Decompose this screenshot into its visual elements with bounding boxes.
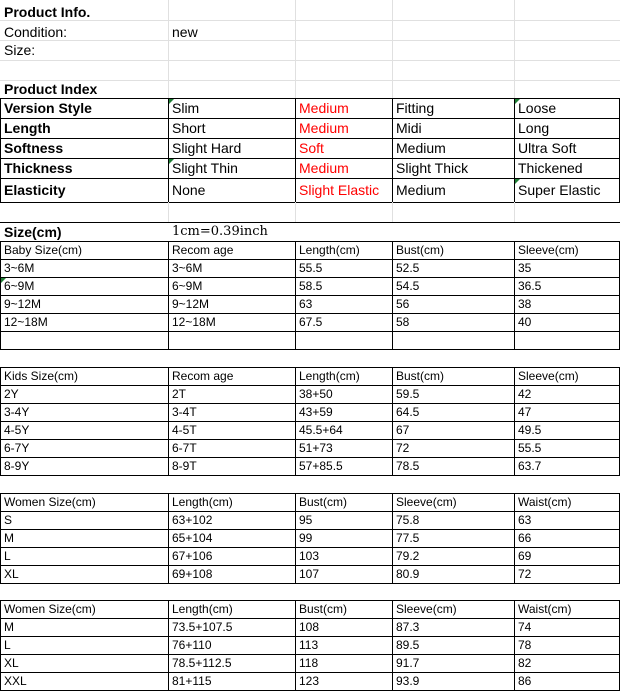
grid-line — [392, 367, 393, 475]
index-label-version-style: Version Style — [4, 100, 92, 116]
index-option: Slight Thick — [396, 160, 469, 176]
table-cell: 58 — [396, 315, 410, 329]
grid-line — [0, 654, 620, 655]
table-cell: 63+102 — [172, 513, 213, 527]
sheet-gridline — [0, 20, 620, 21]
table-cell: 3-4T — [172, 405, 197, 419]
grid-line — [0, 367, 620, 368]
grid-line — [0, 511, 620, 512]
table-cell: 57+85.5 — [299, 459, 343, 473]
table-cell: 80.9 — [396, 567, 420, 581]
table-cell: 77.5 — [396, 531, 420, 545]
table-cell: 54.5 — [396, 279, 420, 293]
unit-conversion: 1cm=0.39inch — [172, 224, 268, 239]
grid-line — [295, 98, 296, 202]
grid-line — [0, 475, 620, 476]
table-cell: 38 — [518, 297, 532, 311]
grid-line — [514, 367, 515, 475]
table-cell: XL — [4, 656, 19, 670]
index-option: Fitting — [396, 100, 435, 116]
grid-line — [0, 636, 620, 637]
table-cell: XL — [4, 567, 19, 581]
index-option: Soft — [299, 140, 324, 156]
grid-line — [0, 277, 620, 278]
grid-line — [0, 565, 620, 566]
table-header: Waist(cm) — [518, 602, 572, 616]
table-cell: 6~9M — [172, 279, 203, 293]
table-cell: 3-4Y — [4, 405, 30, 419]
table-cell: 4-5T — [172, 423, 197, 437]
table-header: Recom age — [172, 243, 234, 257]
grid-line — [0, 600, 620, 601]
grid-line — [0, 98, 1, 202]
sheet-gridline — [168, 0, 169, 98]
cell-comment-marker — [515, 179, 520, 184]
table-cell: 78 — [518, 638, 532, 652]
table-cell: 69 — [518, 549, 532, 563]
index-option: None — [172, 182, 206, 198]
grid-line — [168, 493, 169, 583]
index-option: Slight Hard — [172, 140, 242, 156]
table-cell: 66 — [518, 531, 532, 545]
grid-line — [0, 421, 620, 422]
table-cell: 47 — [518, 405, 532, 419]
table-cell: 6-7T — [172, 441, 197, 455]
table-header: Length(cm) — [172, 602, 233, 616]
table-cell: 99 — [299, 531, 313, 545]
grid-line — [0, 367, 1, 475]
table-cell: 76+110 — [172, 638, 212, 652]
table-cell: XXL — [4, 674, 27, 688]
table-cell: 81+115 — [172, 674, 212, 688]
table-header: Length(cm) — [299, 243, 360, 257]
grid-line — [514, 98, 515, 202]
table-cell: 93.9 — [396, 674, 420, 688]
table-cell: 6-7Y — [4, 441, 30, 455]
table-cell: 123 — [299, 674, 320, 688]
table-cell: 69+108 — [172, 567, 213, 581]
table-header: Kids Size(cm) — [4, 369, 79, 383]
table-cell: S — [4, 513, 13, 527]
table-cell: 87.3 — [396, 620, 420, 634]
table-cell: 38+50 — [299, 387, 333, 401]
table-cell: 2Y — [4, 387, 19, 401]
table-cell: 63 — [518, 513, 532, 527]
grid-line — [392, 98, 393, 202]
table-cell: 56 — [396, 297, 410, 311]
table-cell: 113 — [299, 638, 319, 652]
table-header: Length(cm) — [299, 369, 360, 383]
index-option: Ultra Soft — [518, 140, 577, 156]
grid-line — [0, 672, 620, 673]
index-option: Short — [172, 120, 206, 136]
index-option: Medium — [396, 140, 446, 156]
grid-line — [0, 385, 620, 386]
table-cell: 43+59 — [299, 405, 333, 419]
table-cell: 78.5 — [396, 459, 420, 473]
grid-line — [0, 202, 620, 203]
table-header: Bust(cm) — [299, 495, 347, 509]
product-info-title: Product Info. — [4, 4, 91, 20]
sheet-gridline — [514, 202, 515, 222]
sheet-gridline — [0, 40, 620, 41]
index-option: Medium — [396, 182, 446, 198]
grid-line — [392, 600, 393, 690]
index-label-thickness: Thickness — [4, 160, 73, 176]
table-cell: 78.5+112.5 — [172, 656, 232, 670]
index-option: Thickened — [518, 160, 583, 176]
table-cell: 67.5 — [299, 315, 323, 329]
grid-line — [0, 547, 620, 548]
grid-line — [0, 618, 620, 619]
grid-line — [0, 493, 1, 583]
size-label: Size: — [4, 42, 36, 58]
table-cell: 52.5 — [396, 261, 420, 275]
table-header: Waist(cm) — [518, 495, 572, 509]
index-option: Long — [518, 120, 550, 136]
cell-comment-marker — [169, 99, 174, 104]
table-cell: 107 — [299, 567, 320, 581]
condition-value: new — [172, 24, 198, 40]
table-header: Sleeve(cm) — [396, 495, 457, 509]
table-cell: 65+104 — [172, 531, 213, 545]
table-cell: L — [4, 638, 11, 652]
table-cell: 51+73 — [299, 441, 333, 455]
index-option: Slim — [172, 100, 200, 116]
grid-line — [0, 222, 620, 223]
index-label-length: Length — [4, 120, 51, 136]
table-cell: 64.5 — [396, 405, 420, 419]
grid-line — [0, 583, 620, 584]
table-cell: 67+106 — [172, 549, 213, 563]
grid-line — [0, 529, 620, 530]
table-cell: 6~9M — [4, 279, 35, 293]
table-cell: 74 — [518, 620, 532, 634]
sheet-gridline — [295, 202, 296, 222]
grid-line — [514, 600, 515, 690]
grid-line — [0, 158, 620, 159]
table-cell: 75.8 — [396, 513, 420, 527]
index-option: Midi — [396, 120, 422, 136]
grid-line — [0, 403, 620, 404]
table-cell: 108 — [299, 620, 320, 634]
grid-line — [392, 241, 393, 349]
grid-line — [295, 493, 296, 583]
condition-label: Condition: — [4, 24, 68, 40]
table-header: Bust(cm) — [299, 602, 347, 616]
table-cell: 9~12M — [4, 297, 42, 311]
grid-line — [168, 98, 169, 202]
index-option: Slight Elastic — [299, 182, 380, 198]
cell-comment-marker — [1, 278, 6, 283]
table-header: Sleeve(cm) — [396, 602, 457, 616]
sheet-gridline — [514, 0, 515, 98]
grid-line — [295, 367, 296, 475]
table-cell: 72 — [518, 567, 532, 581]
table-cell: 3~6M — [172, 261, 203, 275]
index-option: Medium — [299, 120, 349, 136]
table-header: Baby Size(cm) — [4, 243, 83, 257]
table-cell: 3~6M — [4, 261, 35, 275]
table-cell: 86 — [518, 674, 532, 688]
table-cell: 55.5 — [518, 441, 542, 455]
sheet-gridline — [0, 80, 620, 81]
table-cell: 79.2 — [396, 549, 420, 563]
table-cell: 58.5 — [299, 279, 323, 293]
grid-line — [0, 259, 620, 260]
table-cell: 36.5 — [518, 279, 542, 293]
index-label-elasticity: Elasticity — [4, 182, 66, 198]
sheet-gridline — [0, 60, 620, 61]
size-section-title: Size(cm) — [4, 224, 62, 240]
table-cell: M — [4, 531, 14, 545]
table-cell: M — [4, 620, 14, 634]
table-header: Recom age — [172, 369, 234, 383]
grid-line — [0, 295, 620, 296]
index-option: Super Elastic — [518, 182, 601, 198]
table-cell: 118 — [299, 656, 319, 670]
grid-line — [0, 600, 1, 690]
table-cell: 63.7 — [518, 459, 542, 473]
table-header: Women Size(cm) — [4, 495, 96, 509]
table-cell: 72 — [396, 441, 410, 455]
sheet-gridline — [168, 202, 169, 222]
table-cell: 8-9Y — [4, 459, 30, 473]
table-cell: 59.5 — [396, 387, 420, 401]
table-cell: 12~18M — [172, 315, 216, 329]
grid-line — [0, 241, 620, 242]
table-cell: 103 — [299, 549, 320, 563]
product-index-title: Product Index — [4, 81, 98, 97]
grid-line — [0, 690, 620, 691]
table-cell: 8-9T — [172, 459, 197, 473]
table-cell: 12~18M — [4, 315, 48, 329]
index-option: Medium — [299, 160, 349, 176]
table-header: Sleeve(cm) — [518, 369, 579, 383]
table-cell: 95 — [299, 513, 313, 527]
grid-line — [168, 241, 169, 349]
grid-line — [392, 493, 393, 583]
grid-line — [0, 178, 620, 179]
cell-comment-marker — [169, 159, 174, 164]
grid-line — [0, 241, 1, 349]
table-cell: 40 — [518, 315, 532, 329]
grid-line — [514, 241, 515, 349]
table-header: Women Size(cm) — [4, 602, 96, 616]
index-label-softness: Softness — [4, 140, 64, 156]
table-cell: 4-5Y — [4, 423, 30, 437]
table-cell: 45.5+64 — [299, 423, 343, 437]
grid-line — [514, 493, 515, 583]
cell-comment-marker — [515, 99, 520, 104]
table-header: Bust(cm) — [396, 369, 444, 383]
grid-line — [0, 118, 620, 119]
index-option: Loose — [518, 100, 557, 116]
index-option: Medium — [299, 100, 349, 116]
grid-line — [295, 241, 296, 349]
index-option: Slight Thin — [172, 160, 238, 176]
sheet-gridline — [392, 0, 393, 98]
table-cell: 35 — [518, 261, 532, 275]
table-cell: 49.5 — [518, 423, 542, 437]
table-cell: 42 — [518, 387, 532, 401]
grid-line — [0, 493, 620, 494]
grid-line — [0, 313, 620, 314]
sheet-gridline — [295, 0, 296, 98]
table-header: Sleeve(cm) — [518, 243, 579, 257]
table-cell: 67 — [396, 423, 410, 437]
table-cell: 63 — [299, 297, 313, 311]
grid-line — [295, 600, 296, 690]
grid-line — [0, 439, 620, 440]
grid-line — [0, 331, 620, 332]
table-cell: 2T — [172, 387, 187, 401]
grid-line — [0, 138, 620, 139]
table-cell: 89.5 — [396, 638, 420, 652]
table-cell: L — [4, 549, 11, 563]
grid-line — [0, 349, 620, 350]
table-header: Length(cm) — [172, 495, 233, 509]
table-cell: 73.5+107.5 — [172, 620, 233, 634]
table-cell: 82 — [518, 656, 532, 670]
table-cell: 9~12M — [172, 297, 210, 311]
table-header: Bust(cm) — [396, 243, 444, 257]
grid-line — [168, 367, 169, 475]
grid-line — [0, 98, 620, 99]
grid-line — [168, 600, 169, 690]
table-cell: 91.7 — [396, 656, 420, 670]
sheet-gridline — [392, 202, 393, 222]
grid-line — [0, 457, 620, 458]
table-cell: 55.5 — [299, 261, 323, 275]
